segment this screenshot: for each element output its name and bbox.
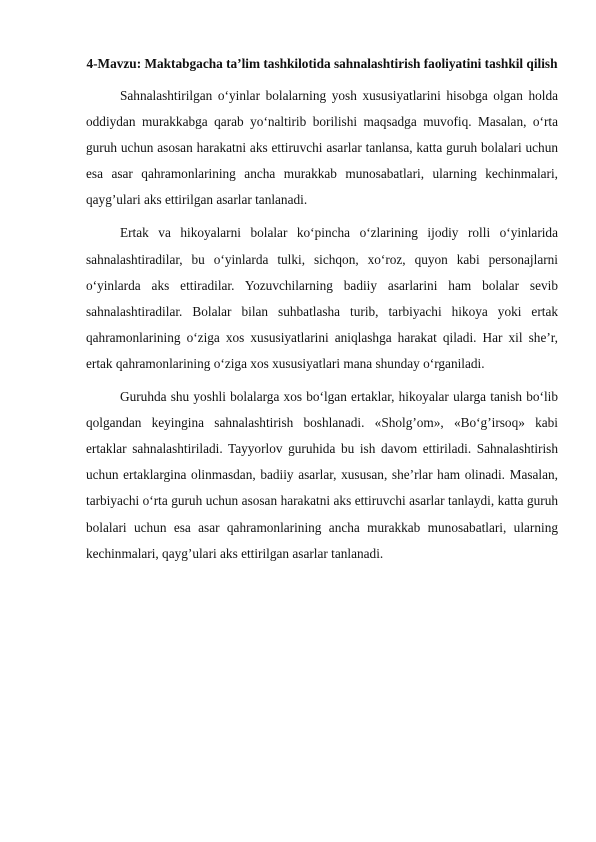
paragraph-2: Ertak va hikoyalarni bolalar ko‘pincha o‘zlarining ijodiy rolli o‘yinlarida sahnalashtiradilar, bu o‘yinlarda tulki, sichqon, xo‘roz, quyon kabi personajlarni o‘yinlarda aks ettiradilar. Yozuvchilarning badiiy asarlarini ham bolalar sevib sahnalashtiradilar. Bolalar bilan suhbatlasha turib, tarbiyachi hikoya yoki ertak qahramonlarining o‘ziga xos xususiyatlarini aniqlashga harakat qiladi. Har xil she’r, ertak qahramonlarining o‘ziga xos xususiyatlari mana shunday o‘rganiladi. (86, 225, 558, 371)
paragraph-1: Sahnalashtirilgan o‘yinlar bolalarning yosh xususiyatlarini hisobga olgan holda oddiydan murakkabga qarab yo‘naltirib borilishi maqsadga muvofiq. Masalan, o‘rta guruh uchun asosan harakatni aks ettiruvchi asarlar tanlansa, katta guruh bolalari uchun esa asar qahramonlarining ancha murakkab munosabatlari, ularning kechinmalari, qayg’ulari aks ettirilgan asarlar tanlanadi. (86, 88, 558, 208)
paragraph-3: Guruhda shu yoshli bolalarga xos bo‘lgan ertaklar, hikoyalar ularga tanish bo‘lib qolgandan keyingina sahnalashtirish boshlanadi. «Sholg’om», «Bo‘g’irsoq» kabi ertaklar sahnalashtiriladi. Tayyorlov guruhida bu ish davom ettiriladi. Sahnalashtirish uchun ertaklargina olinmasdan, badiiy asarlar, xususan, she’rlar ham olinadi. Masalan, tarbiyachi o‘rta guruh uchun asosan harakatni aks ettiruvchi asarlar tanlaydi, katta guruh bolalari uchun esa asar qahramonlarining ancha murakkab munosabatlari, ularning kechinmalari, qayg’ulari aks ettirilgan asarlar tanlanadi. (86, 389, 558, 561)
page-title: 4-Mavzu: Maktabgacha ta’lim tashkilotida sahnalashtirish faoliyatini tashkil qilish (86, 56, 558, 71)
document-page (86, 53, 558, 574)
